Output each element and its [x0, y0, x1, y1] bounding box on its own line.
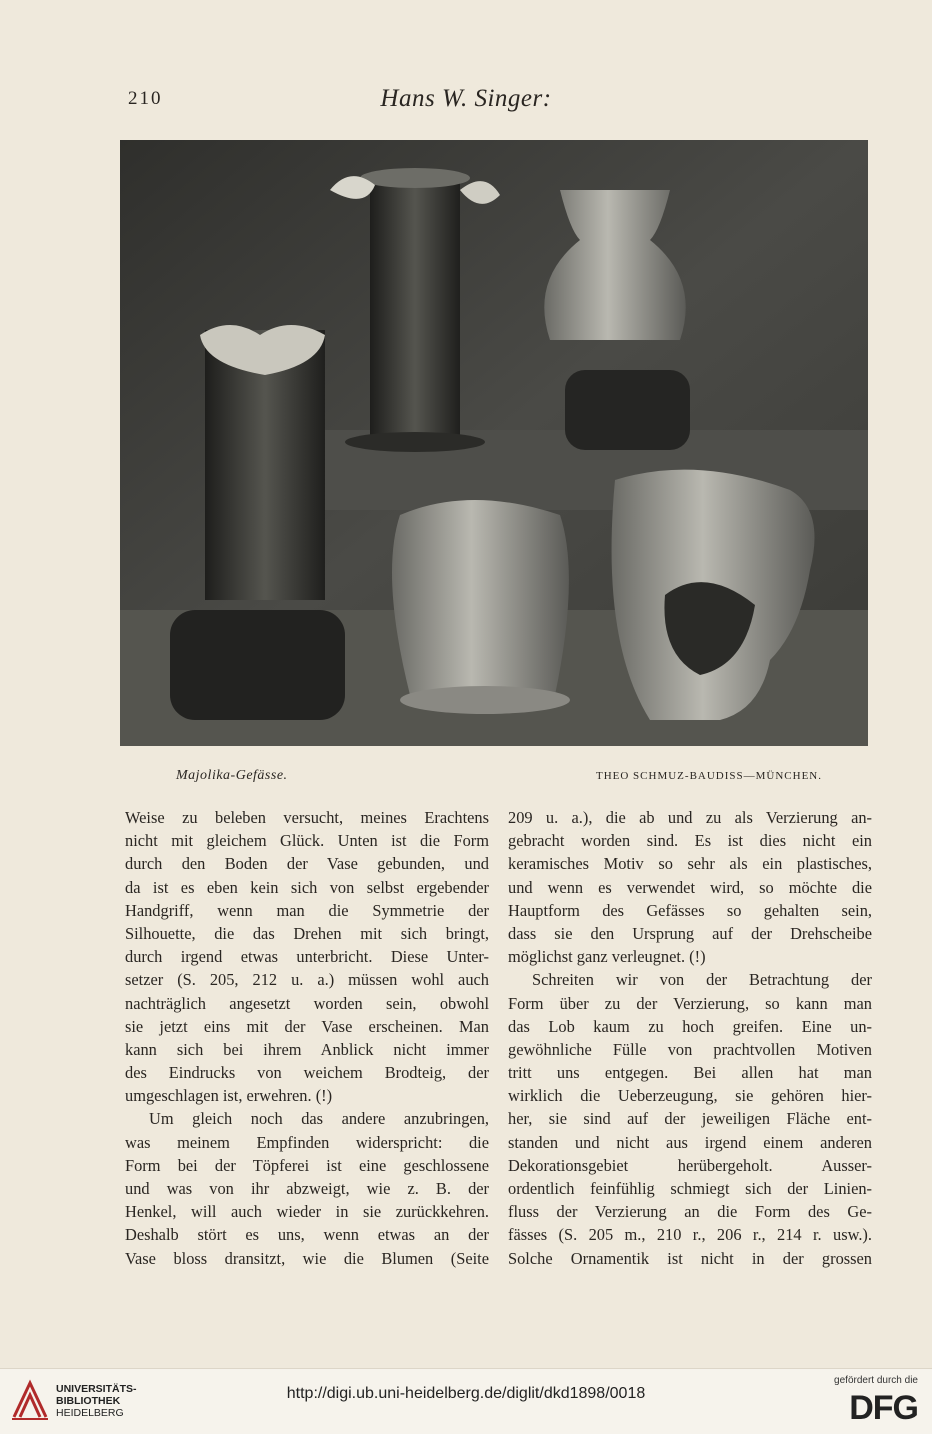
- digitization-footer: [0, 1368, 932, 1434]
- text-line: keramisches Motiv so sehr als ein plastisches,: [508, 854, 872, 874]
- text-line: setzer (S. 205, 212 u. a.) müssen wohl auch: [125, 970, 489, 990]
- text-line: sie jetzt eins mit der Vase erscheinen. Man: [125, 1016, 489, 1036]
- plate-caption: Majolika-Gefässe.: [176, 768, 288, 783]
- text-line: kann sich bei ihrem Anblick nicht immer: [125, 1039, 489, 1059]
- text-line: Um gleich noch das andere anzubringen,: [149, 1109, 489, 1129]
- text-column-left: [125, 806, 489, 1270]
- running-title: Hans W. Singer:: [380, 85, 552, 112]
- text-line: und was von ihr abzweigt, wie z. B. der: [125, 1179, 489, 1198]
- dfg-logo: DFG: [849, 1389, 918, 1427]
- text-line: Schreiten wir von der Betrachtung der: [532, 970, 872, 990]
- text-line: Hauptform des Gefässes so gehalten sein,: [508, 900, 872, 920]
- plate-credit: THEO SCHMUZ-BAUDISS—MÜNCHEN.: [595, 770, 822, 782]
- text-line: möglichst ganz verleugnet. (!): [508, 947, 706, 967]
- text-line: 209 u. a.), die ab und zu als Verzierung an-: [508, 808, 872, 827]
- text-line: da ist es eben kein sich von selbst ergebender: [125, 877, 489, 897]
- library-name-line: HEIDELBERG: [56, 1407, 124, 1419]
- library-name-line: BIBLIOTHEK: [56, 1395, 121, 1407]
- text-line: Dekorationsgebiet herübergeholt. Ausser-: [508, 1155, 872, 1175]
- text-line: Handgriff, wenn man die Symmetrie der: [125, 900, 489, 920]
- text-line: durch irgend etwas unterbricht. Diese Unter-: [125, 947, 489, 967]
- text-line: Form über zu der Verzierung, so kann man: [508, 993, 872, 1013]
- text-line: gewöhnliche Fülle von prachtvollen Motiven: [508, 1039, 872, 1059]
- text-line: Deshalb stört es uns, wenn etwas an der: [125, 1225, 489, 1245]
- text-line: tritt uns entgegen. Bei allen hat man: [508, 1063, 872, 1083]
- page-number: 210: [128, 88, 163, 109]
- text-line: durch den Boden der Vase gebunden, und: [125, 854, 489, 874]
- text-line: Silhouette, die das Drehen mit sich bringt,: [125, 923, 489, 943]
- text-line: fässes (S. 205 m., 210 r., 206 r., 214 r. usw.).: [508, 1225, 872, 1245]
- text-line: Weise zu beleben versucht, meines Erachtens: [125, 808, 489, 827]
- text-line: dass sie den Ursprung auf der Drehscheibe: [508, 923, 872, 943]
- text-column-right: [508, 806, 872, 1270]
- text-line: Solche Ornamentik ist nicht in der grossen: [508, 1248, 872, 1268]
- text-line: das Lob kaum zu hoch greifen. Eine un-: [508, 1016, 872, 1036]
- text-line: nachträglich angesetzt worden sein, obwohl: [125, 993, 489, 1013]
- permalink-link[interactable]: http://digi.ub.uni-heidelberg.de/diglit/dkd1898/0018: [286, 1385, 646, 1402]
- text-line: und wenn es verwendet wird, so möchte die: [508, 877, 872, 897]
- page-header: [0, 85, 932, 118]
- text-line: umgeschlagen ist, erwehren. (!): [125, 1086, 333, 1106]
- text-line: nicht mit gleichem Glück. Unten ist die Form: [125, 831, 489, 851]
- text-line: standen und nicht aus irgend einem anderen: [508, 1132, 872, 1152]
- text-line: was meinem Empfinden widerspricht: die: [125, 1132, 489, 1152]
- text-line: her, sie sind auf der jeweiligen Fläche ent-: [508, 1109, 872, 1129]
- text-line: des Eindrucks von weichem Brodteig, der: [125, 1063, 489, 1083]
- text-line: Henkel, will auch wieder in sie zurückkehren.: [125, 1202, 489, 1222]
- text-line: wirklich die Ueberzeugung, sie gehören hier-: [508, 1086, 872, 1106]
- photo-plate-majolica-vases: [120, 140, 868, 746]
- text-line: fluss der Verzierung an die Form des Ge-: [508, 1202, 872, 1222]
- vases-photograph: [120, 140, 868, 746]
- text-line: Form bei der Töpferei ist eine geschlossene: [125, 1155, 489, 1175]
- library-name-line: UNIVERSITÄTS-: [56, 1383, 137, 1395]
- funding-note: gefördert durch die: [834, 1375, 918, 1386]
- text-line: Vase bloss dransitzt, wie die Blumen (Seite: [125, 1248, 489, 1268]
- text-line: ordentlich feinfühlig schmiegt sich der Linien-: [508, 1179, 872, 1198]
- text-line: gebracht worden sind. Es ist dies nicht ein: [508, 831, 872, 851]
